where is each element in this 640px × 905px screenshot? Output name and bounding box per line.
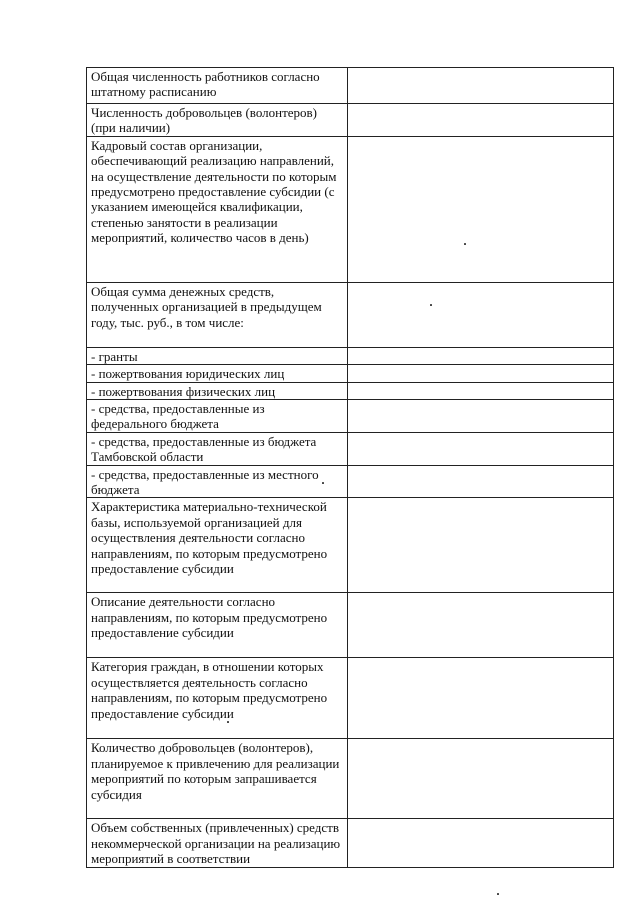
row-label: Общая сумма денежных средств, полученных организацией в предыдущем году, тыс. руб., в том числе: — [87, 282, 348, 347]
row-value — [348, 498, 614, 593]
row-label: - пожертвования юридических лиц — [87, 365, 348, 382]
form-row — [87, 819, 614, 868]
row-label: - гранты — [87, 347, 348, 364]
form-row — [87, 593, 614, 658]
row-label: Количество добровольцев (волонтеров), планируемое к привлечению для реализации мероприятий по которым запрашивается субсидия — [87, 739, 348, 819]
form-row — [87, 400, 614, 433]
scan-speck — [497, 893, 499, 895]
form-row — [87, 739, 614, 819]
form-row — [87, 136, 614, 282]
row-label: Категория граждан, в отношении которых осуществляется деятельность согласно направлениям, по которым предусмотрено предоставление субсидии — [87, 658, 348, 739]
row-value — [348, 819, 614, 868]
row-value — [348, 739, 614, 819]
form-row — [87, 282, 614, 347]
form-row — [87, 104, 614, 137]
application-form-table — [86, 67, 614, 868]
row-value — [348, 382, 614, 399]
row-value — [348, 432, 614, 465]
row-value — [348, 136, 614, 282]
form-row — [87, 465, 614, 498]
scan-speck — [430, 304, 432, 306]
row-label: - средства, предоставленные из бюджета Тамбовской области — [87, 432, 348, 465]
scan-speck — [464, 243, 466, 245]
row-label: Характеристика материально-технической базы, используемой организацией для осуществления деятельности согласно направлениям, по которым предусмотрено предоставление субсидии — [87, 498, 348, 593]
row-label: Численность добровольцев (волонтеров) (при наличии) — [87, 104, 348, 137]
row-value — [348, 282, 614, 347]
row-value — [348, 400, 614, 433]
row-label: Кадровый состав организации, обеспечивающий реализацию направлений, на осуществление деятельности по которым предусмотрено предоставление субсидии (с указанием имеющейся квалификации, степенью занятости в реализации мероприятий, количество часов в день) — [87, 136, 348, 282]
row-label: - средства, предоставленные из федерального бюджета — [87, 400, 348, 433]
form-row — [87, 432, 614, 465]
form-row — [87, 498, 614, 593]
row-value — [348, 593, 614, 658]
form-row — [87, 658, 614, 739]
row-label: Объем собственных (привлеченных) средств некоммерческой организации на реализацию мероприятий в соответствии — [87, 819, 348, 868]
form-rows — [87, 68, 614, 868]
scan-speck — [322, 482, 324, 484]
form-row — [87, 365, 614, 382]
row-label: Описание деятельности согласно направлениям, по которым предусмотрено предоставление субсидии — [87, 593, 348, 658]
row-value — [348, 658, 614, 739]
row-label: Общая численность работников согласно штатному расписанию — [87, 68, 348, 104]
row-label: - пожертвования физических лиц — [87, 382, 348, 399]
row-value — [348, 68, 614, 104]
row-value — [348, 104, 614, 137]
form-row — [87, 347, 614, 364]
scan-speck — [227, 721, 229, 723]
row-value — [348, 347, 614, 364]
row-label: - средства, предоставленные из местного бюджета — [87, 465, 348, 498]
row-value — [348, 365, 614, 382]
form-row — [87, 68, 614, 104]
form-row — [87, 382, 614, 399]
row-value — [348, 465, 614, 498]
